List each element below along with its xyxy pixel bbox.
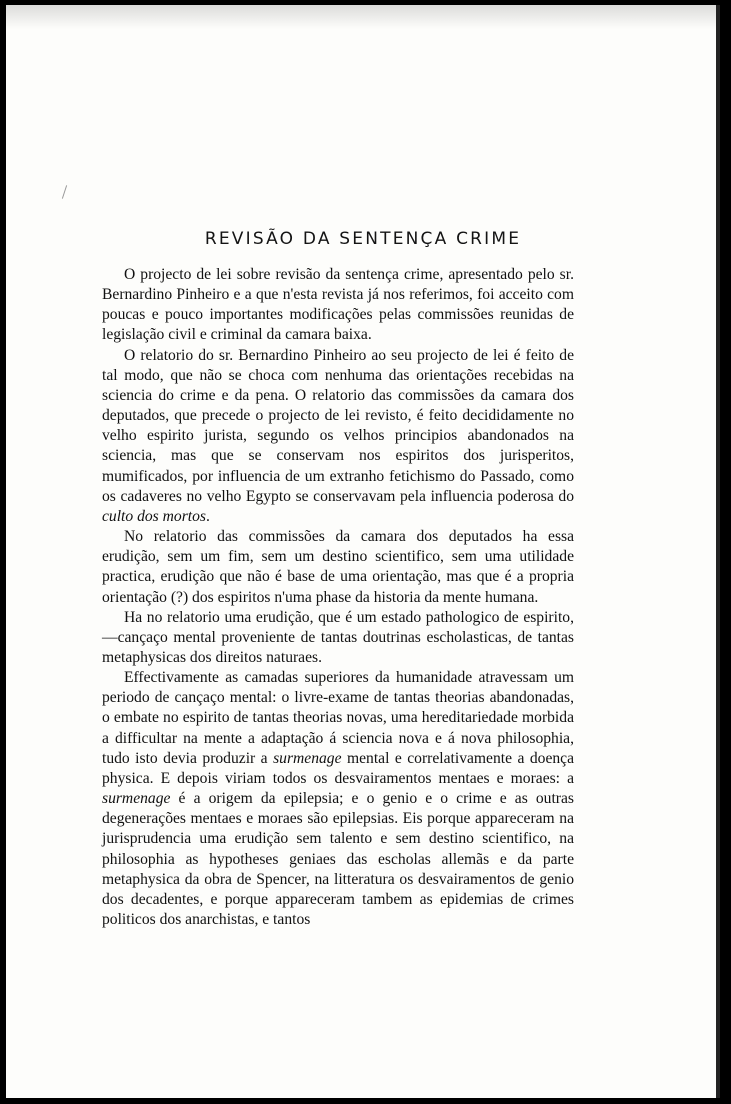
paragraph [102, 668, 574, 930]
paragraph [102, 527, 574, 608]
scan-edge-right [716, 5, 720, 1098]
book-page [6, 5, 720, 1098]
paragraph-text: O projecto de lei sobre revisão da sentença crime, apresentado pelo sr. Bernardino Pinheiro e a que n'esta revista já nos referimos, foi acceito com poucas e pouco importantes modificações pelas commissões reunidas de legislação civil e criminal da camara baixa. [102, 266, 574, 344]
scan-shadow-top [6, 5, 720, 29]
paragraph [102, 265, 574, 346]
italic-phrase: culto dos mortos [102, 507, 206, 525]
paragraph [102, 608, 574, 668]
page-title: REVISÃO DA SENTENÇA CRIME [204, 229, 522, 249]
paragraph-text: O relatorio do sr. Bernardino Pinheiro ao seu projecto de lei é feito de tal modo, que não se choca com nenhuma das orientações recebidas na sciencia do crime e da pena. O relatorio das commissões da camara dos deputados, que precede o projecto de lei revisto, é feito decididamente no velho espirito jurista, segundo os velhos principios abandonados na sciencia, mas que se conservam nos espiritos dos jurisperitos, mumificados, por influencia de um extranho fetichismo do Passado, como os cadaveres no velho Egypto se conservavam pela influencia poderosa do [102, 346, 574, 505]
article-body [102, 265, 574, 930]
paragraph-text: No relatorio das commissões da camara dos deputados ha essa erudição, sem um fim, sem um destino scientifico, sem uma utilidade practica, erudição que não é base de uma orientação, mas que é a propria orientação (?) dos espiritos n'uma phase da historia da mente humana. [102, 528, 574, 606]
italic-phrase: surmenage [102, 790, 171, 808]
paragraph [102, 346, 574, 527]
scan-mark [62, 185, 67, 199]
paragraph-text: Effectivamente as camadas superiores da humanidade atravessam um periodo de cançaço mental: o livre-exame de tantas theorias abandonadas, o embate no espirito de tantas theorias novas, uma hereditariedade morbida a difficultar na mente a adaptação á sciencia nova e á nova philosophia, tudo isto devia produzir a [102, 669, 574, 767]
paragraph-text: . [205, 507, 210, 525]
paragraph-text: é a origem da epilepsia; e o genio e o crime e as outras degenerações mentaes e moraes são epilepsias. Eis porque appareceram na jurisprudencia uma erudição sem talento e sem destino scientifico, na philosophia as hypotheses geniaes das escholas allemãs e da parte metaphysica da obra de Spencer, na litteratura os desvairamentos de genio dos decadentes, e porque appareceram tambem as epidemias de crimes politicos dos anarchistas, e tantos [102, 790, 574, 928]
italic-phrase: surmenage [273, 749, 342, 767]
paragraph-text: Ha no relatorio uma erudição, que é um estado pathologico de espirito,—cançaço mental proveniente de tantas doutrinas escholasticas, de tantas metaphysicas dos direitos naturaes. [102, 608, 574, 666]
paragraph-text: mental e correlativamente a doença physica. E depois viriam todos os desvairamentos mentaes e moraes: a [102, 749, 575, 787]
